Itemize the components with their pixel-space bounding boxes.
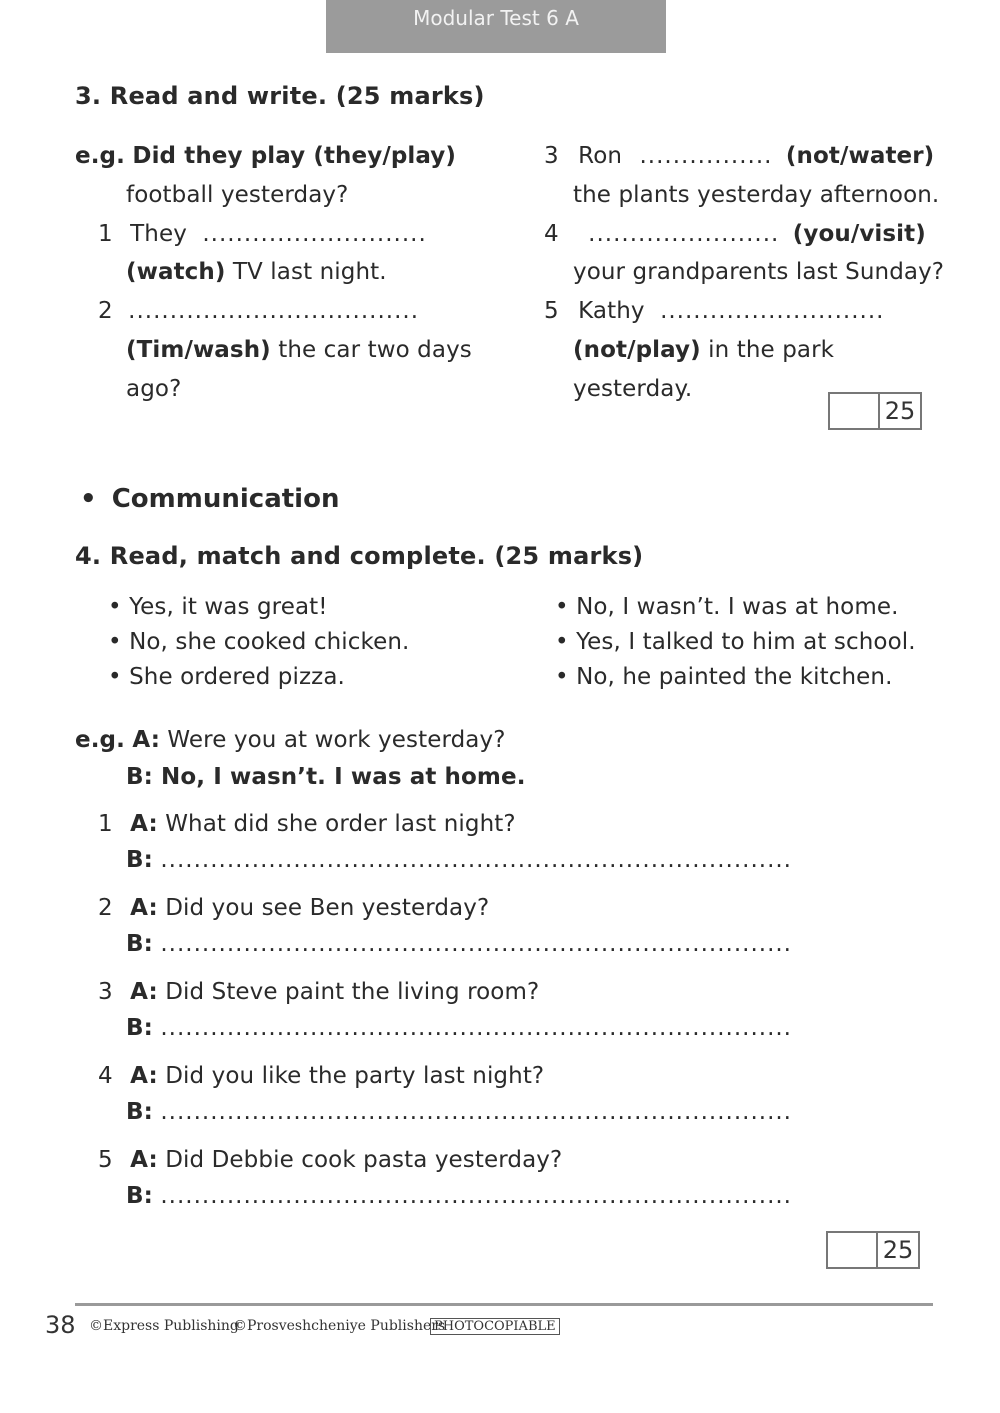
speaker-a-label: A: <box>130 1063 158 1089</box>
ex4-item-1-answer <box>126 847 792 873</box>
bullet-icon: • <box>108 664 130 690</box>
ex3-q3-num: 3 <box>544 143 559 169</box>
ex3-q3-verb: (not/water) <box>785 143 935 169</box>
question-text: What did she order last night? <box>165 811 516 837</box>
option-text: No, I wasn’t. I was at home. <box>576 594 899 620</box>
speaker-a-label: A: <box>130 895 158 921</box>
option-right-1 <box>555 594 899 620</box>
answer-blank[interactable]: ............................................................................ <box>160 931 792 957</box>
ex3-q2-line1 <box>98 298 419 324</box>
speaker-b-label: B: <box>126 931 153 957</box>
bullet-icon: • <box>108 629 130 655</box>
test-title-banner <box>326 0 666 53</box>
ex4-score-input[interactable] <box>828 1233 878 1267</box>
ex3-eg-answer: Did they play (they/play) <box>132 143 456 169</box>
item-number: 4 <box>98 1063 113 1089</box>
ex4-example-a <box>75 727 506 753</box>
ex3-q3-line1 <box>544 143 934 169</box>
option-text: No, she cooked chicken. <box>129 629 410 655</box>
photocopiable-badge: PHOTOCOPIABLE <box>430 1318 560 1335</box>
speaker-b-label: B: <box>126 1015 153 1041</box>
exercise-3-title: 3. Read and write. (25 marks) <box>75 82 485 110</box>
copyright-prosveshcheniye: ©Prosveshcheniye Publishers <box>233 1318 446 1334</box>
ex3-q5-answer-blank[interactable]: ........................... <box>660 298 885 324</box>
ex3-q2-verb: (Tim/wash) <box>126 337 271 363</box>
question-text: Did Steve paint the living room? <box>165 979 540 1005</box>
ex3-q5-line1 <box>544 298 884 324</box>
ex4-item-2-answer <box>126 931 792 957</box>
ex3-q2-answer-blank[interactable]: ................................... <box>128 298 420 324</box>
speaker-a-label: A: <box>130 811 158 837</box>
option-text: Yes, it was great! <box>129 594 328 620</box>
copyright-express: ©Express Publishing <box>89 1318 239 1334</box>
bullet-icon: • <box>555 664 577 690</box>
ex4-item-4-answer <box>126 1099 792 1125</box>
option-text: No, he painted the kitchen. <box>576 664 893 690</box>
test-title: Modular Test 6 A <box>413 6 579 30</box>
ex4-eg-speaker-a: A: <box>132 727 160 753</box>
ex4-eg-label: e.g. <box>75 727 125 753</box>
speaker-a-label: A: <box>130 979 158 1005</box>
speaker-b-label: B: <box>126 1099 153 1125</box>
ex3-q5-line2 <box>573 337 834 363</box>
ex4-item-3-question <box>98 979 539 1005</box>
ex3-q5-line3: yesterday. <box>573 376 693 402</box>
bullet-icon: • <box>80 484 97 514</box>
ex3-q3-answer-blank[interactable]: ................ <box>639 143 773 169</box>
question-text: Did Debbie cook pasta yesterday? <box>165 1147 563 1173</box>
option-right-2 <box>555 629 916 655</box>
bullet-icon: • <box>555 594 577 620</box>
ex3-q5-num: 5 <box>544 298 559 324</box>
ex3-score-input[interactable] <box>830 394 880 428</box>
ex3-q4-line1 <box>544 221 926 247</box>
ex4-item-5-answer <box>126 1183 792 1209</box>
ex3-q1-line2 <box>126 259 387 285</box>
speaker-b-label: B: <box>126 847 153 873</box>
speaker-a-label: A: <box>130 1147 158 1173</box>
ex3-q1-num: 1 <box>98 221 113 247</box>
ex4-item-1-question <box>98 811 516 837</box>
ex3-q2-rest: the car two days <box>270 337 472 363</box>
ex3-q3-line2: the plants yesterday afternoon. <box>573 182 940 208</box>
item-number: 1 <box>98 811 113 837</box>
ex3-eg-label: e.g. <box>75 143 125 169</box>
ex3-q1-answer-blank[interactable]: ........................... <box>202 221 427 247</box>
ex3-q2-line2 <box>126 337 472 363</box>
ex3-q2-num: 2 <box>98 298 113 324</box>
ex3-q4-answer-blank[interactable]: ....................... <box>588 221 780 247</box>
ex4-score-max: 25 <box>882 1236 914 1264</box>
question-text: Did you like the party last night? <box>165 1063 545 1089</box>
footer-divider <box>75 1303 933 1306</box>
ex4-item-2-question <box>98 895 489 921</box>
answer-blank[interactable]: ............................................................................ <box>160 1183 792 1209</box>
ex4-item-5-question <box>98 1147 562 1173</box>
ex3-q1-subject: They <box>130 221 187 247</box>
speaker-b-label: B: <box>126 1183 153 1209</box>
option-right-3 <box>555 664 893 690</box>
ex4-eg-question: Were you at work yesterday? <box>167 727 506 753</box>
ex3-q5-rest: in the park <box>700 337 835 363</box>
ex3-q5-verb: (not/play) <box>573 337 701 363</box>
option-text: Yes, I talked to him at school. <box>576 629 916 655</box>
ex3-score-box[interactable] <box>828 392 922 430</box>
answer-blank[interactable]: ............................................................................ <box>160 1099 792 1125</box>
ex3-example-line2: football yesterday? <box>126 182 349 208</box>
ex3-q3-subject: Ron <box>578 143 623 169</box>
option-left-1 <box>108 594 328 620</box>
bullet-icon: • <box>555 629 577 655</box>
page-number: 38 <box>45 1311 76 1339</box>
option-left-3 <box>108 664 345 690</box>
ex4-item-4-question <box>98 1063 544 1089</box>
ex3-q4-num: 4 <box>544 221 559 247</box>
ex3-q2-line3: ago? <box>126 376 182 402</box>
communication-heading <box>80 484 339 514</box>
option-left-2 <box>108 629 409 655</box>
ex3-q1-line1 <box>98 221 427 247</box>
answer-blank[interactable]: ............................................................................ <box>160 1015 792 1041</box>
item-number: 3 <box>98 979 113 1005</box>
ex4-score-box[interactable] <box>826 1231 920 1269</box>
answer-blank[interactable]: ............................................................................ <box>160 847 792 873</box>
ex3-q1-rest: TV last night. <box>225 259 387 285</box>
bullet-icon: • <box>108 594 130 620</box>
option-text: She ordered pizza. <box>129 664 345 690</box>
ex4-item-3-answer <box>126 1015 792 1041</box>
ex3-q5-subject: Kathy <box>578 298 645 324</box>
ex3-q4-line2: your grandparents last Sunday? <box>573 259 945 285</box>
item-number: 5 <box>98 1147 113 1173</box>
ex4-example-b: B: No, I wasn’t. I was at home. <box>126 764 526 790</box>
question-text: Did you see Ben yesterday? <box>165 895 490 921</box>
ex3-q1-verb: (watch) <box>126 259 226 285</box>
ex3-q4-verb: (you/visit) <box>792 221 926 247</box>
ex3-example-line1 <box>75 143 456 169</box>
exercise-4-title: 4. Read, match and complete. (25 marks) <box>75 542 644 570</box>
ex3-score-max: 25 <box>884 397 916 425</box>
communication-title: Communication <box>111 484 340 514</box>
item-number: 2 <box>98 895 113 921</box>
